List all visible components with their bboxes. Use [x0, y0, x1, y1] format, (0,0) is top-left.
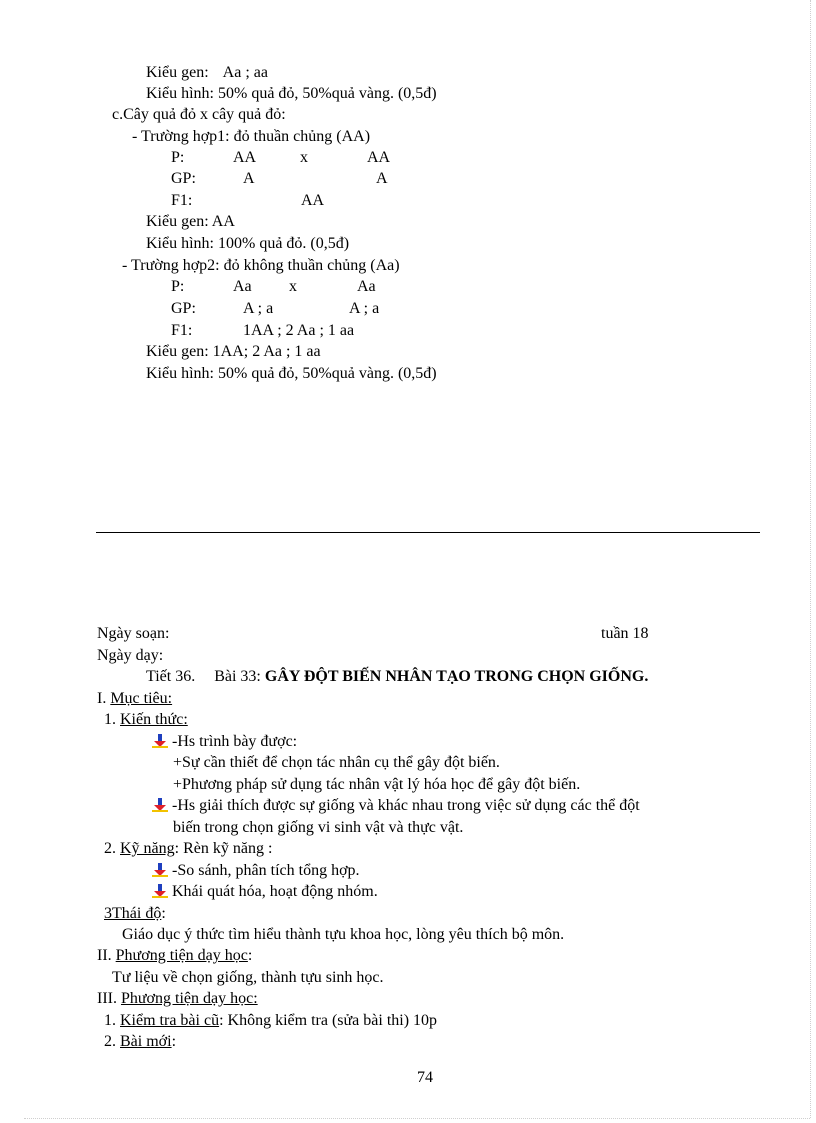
cross-f1-label: F1:: [171, 192, 193, 209]
cross2-gp-g2: A ; a: [349, 300, 380, 317]
cross2-gp-g1: A ; a: [243, 300, 274, 317]
cross-f1-result: AA: [301, 192, 325, 209]
cross-gp-g1: A: [243, 170, 255, 187]
attitude-item: Giáo dục ý thức tìm hiểu thành tựu khoa học, lòng yêu thích bộ môn.: [122, 926, 565, 943]
materials-item: Tư liệu về chọn giống, thành tựu sinh học.: [112, 969, 384, 986]
knowledge-item-3: +Phương pháp sử dụng tác nhân vật lý hóa học để gây đột biến.: [173, 776, 581, 793]
knowledge-item-1: -Hs trình bày được:: [152, 731, 297, 752]
cross2-gp-label: GP:: [171, 300, 196, 317]
knowledge-item-4: -Hs giải thích được sự giống và khác nhau trong việc sử dụng các thể đột: [152, 795, 640, 816]
lesson-number: Bài 33:: [214, 668, 261, 685]
top-genotype-1: Kiểu gen: Aa ; aa: [146, 64, 268, 81]
cross2-p-x: x: [289, 278, 297, 295]
new-lesson: 2. Bài mới:: [104, 1033, 177, 1050]
ngay-soan: Ngày soạn:: [97, 625, 170, 642]
arrow-down-bullet-icon: [152, 734, 168, 748]
cross2-p-parent1: Aa: [233, 278, 252, 295]
top-case-2: - Trường hợp2: đỏ không thuần chủng (Aa): [122, 257, 400, 274]
cross-p-parent1: AA: [233, 149, 257, 166]
top-case-1: - Trường hợp1: đỏ thuần chủng (AA): [132, 128, 371, 145]
top-genotype-2: Kiểu gen: AA: [146, 213, 235, 230]
cross-p-label: P:: [171, 149, 185, 166]
lesson-heading: [146, 666, 648, 687]
lesson-title: GÂY ĐỘT BIẾN NHÂN TẠO TRONG CHỌN GIỐNG.: [264, 668, 649, 685]
page-edge-right: [810, 0, 811, 1118]
top-genotype-3: Kiểu gen: 1AA; 2 Aa ; 1 aa: [146, 343, 321, 360]
arrow-down-bullet-icon: [152, 863, 168, 877]
section-materials-2: III. Phương tiện dạy học:: [97, 990, 258, 1007]
ngay-day: Ngày dạy:: [97, 647, 164, 664]
knowledge-item-2: +Sự cần thiết để chọn tác nhân cụ thể gây đột biến.: [173, 754, 500, 771]
top-phenotype-2: Kiểu hình: 100% quả đỏ. (0,5đ): [146, 235, 350, 252]
page-edge-bottom: [24, 1118, 810, 1119]
cross-gp-g2: A: [376, 170, 388, 187]
cross-gp-label: GP:: [171, 170, 196, 187]
cross2-f1-result: 1AA ; 2 Aa ; 1 aa: [243, 322, 355, 339]
section-divider: [96, 532, 760, 533]
lesson-period: Tiết 36.: [146, 668, 196, 685]
section-objectives: I. Mục tiêu:: [97, 690, 173, 707]
section-skills: 2. Kỹ năng: Rèn kỹ năng :: [104, 840, 273, 857]
skill-item-2: Khái quát hóa, hoạt động nhóm.: [152, 881, 378, 902]
knowledge-item-4-cont: biến trong chọn giống vi sinh vật và thực vật.: [173, 819, 464, 836]
cross2-p-label: P:: [171, 278, 185, 295]
tuan-label: tuần 18: [601, 625, 649, 642]
cross-p-parent2: AA: [367, 149, 391, 166]
top-phenotype-3: Kiểu hình: 50% quả đỏ, 50%quả vàng. (0,5đ): [146, 365, 437, 382]
section-knowledge: 1. Kiến thức:: [104, 711, 188, 728]
check-old-lesson: 1. Kiểm tra bài cũ: Không kiểm tra (sửa bài thi) 10p: [104, 1012, 438, 1029]
page-number: 74: [417, 1069, 433, 1086]
arrow-down-bullet-icon: [152, 884, 168, 898]
skill-item-1: -So sánh, phân tích tổng hợp.: [152, 860, 360, 881]
top-case-c: c.Cây quả đỏ x cây quả đỏ:: [112, 106, 286, 123]
section-attitude: 3Thái độ:: [104, 905, 166, 922]
cross-p-x: x: [300, 149, 308, 166]
cross2-p-parent2: Aa: [357, 278, 376, 295]
cross2-f1-label: F1:: [171, 322, 193, 339]
section-materials-1: II. Phương tiện dạy học:: [97, 947, 253, 964]
arrow-down-bullet-icon: [152, 798, 168, 812]
top-phenotype-1: Kiểu hình: 50% quả đỏ, 50%quả vàng. (0,5đ): [146, 85, 437, 102]
